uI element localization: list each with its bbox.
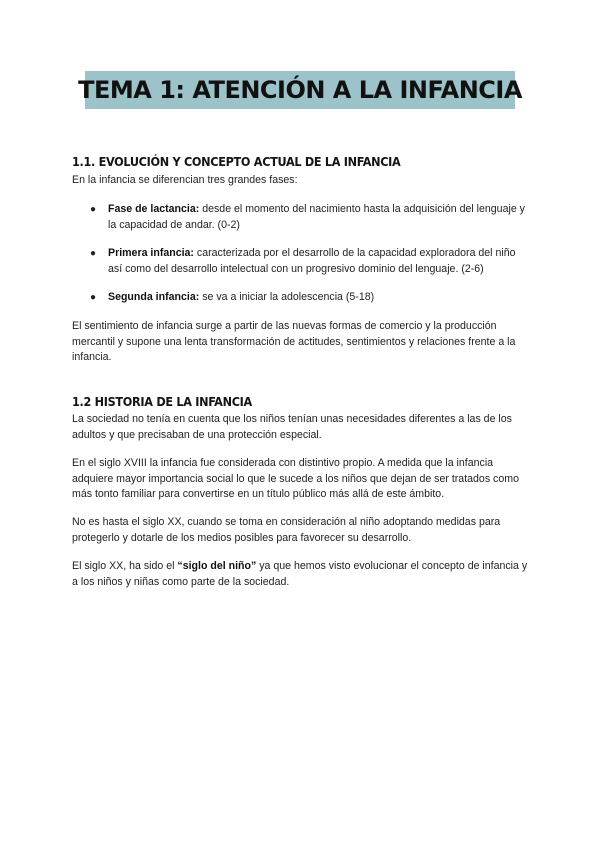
title-banner (78, 71, 522, 109)
bullet-icon: ● (90, 248, 97, 259)
section1-closing: El sentimiento de infancia surge a partir de las nuevas formas de comercio y la producción mercantil y supone una lenta transformación de actitudes, sentimientos y relaciones frente a la infancia. (72, 320, 516, 363)
list-item-text (108, 246, 530, 277)
section2-paragraph-4 (72, 559, 532, 590)
list-item (90, 246, 530, 277)
list-item-desc: caracterizada por el desarrollo de la capacidad exploradora del niño así como del desarrollo intelectual con un progresivo dominio del lenguaje. (2-6) (108, 247, 516, 275)
section1-intro: En la infancia se diferencian tres grandes fases: (72, 174, 298, 186)
section-heading-1: 1.1. EVOLUCIÓN Y CONCEPTO ACTUAL DE LA INFANCIA (72, 154, 401, 169)
page-title: TEMA 1: ATENCIÓN A LA INFANCIA (78, 76, 522, 104)
section2-paragraph-3: No es hasta el siglo XX, cuando se toma en consideración al niño adoptando medidas para protegerlo y dotarle de los medios posibles para favorecer su desarrollo. (72, 516, 501, 544)
section2-paragraph-1: La sociedad no tenía en cuenta que los niños tenían unas necesidades diferentes a las de los adultos y que precisaban de una protección especial. (72, 413, 512, 441)
list-item-term: Segunda infancia: (108, 291, 200, 303)
list-item-text (108, 202, 530, 233)
section2-paragraph-2: En el siglo XVIII la infancia fue considerada con distintivo propio. A medida que la infancia adquiere mayor importancia social lo que le sucede a los niños que dejan de ser tratados como más tonto familiar para convertirse en un título público más allá de este ámbito. (72, 457, 519, 500)
list-item-term: Primera infancia: (108, 247, 194, 259)
paragraph-text: El siglo XX, ha sido el (72, 560, 178, 572)
emphasis-text: “siglo del niño” (177, 560, 257, 572)
section-heading-2: 1.2 HISTORIA DE LA INFANCIA (72, 394, 252, 409)
list-item-text (108, 290, 530, 306)
list-item (90, 290, 530, 306)
list-item (90, 202, 530, 233)
list-item-desc: desde el momento del nacimiento hasta la adquisición del lenguaje y la capacidad de andar. (0-2) (108, 203, 525, 231)
list-item-desc: se va a iniciar la adolescencia (5-18) (199, 291, 375, 303)
bullet-icon: ● (90, 292, 97, 303)
list-item-term: Fase de lactancia: (108, 203, 200, 215)
bullet-icon: ● (90, 204, 97, 215)
paragraph-text: ya que hemos visto evolucionar el concepto de infancia y a los niños y niñas como parte de la sociedad. (72, 560, 528, 588)
